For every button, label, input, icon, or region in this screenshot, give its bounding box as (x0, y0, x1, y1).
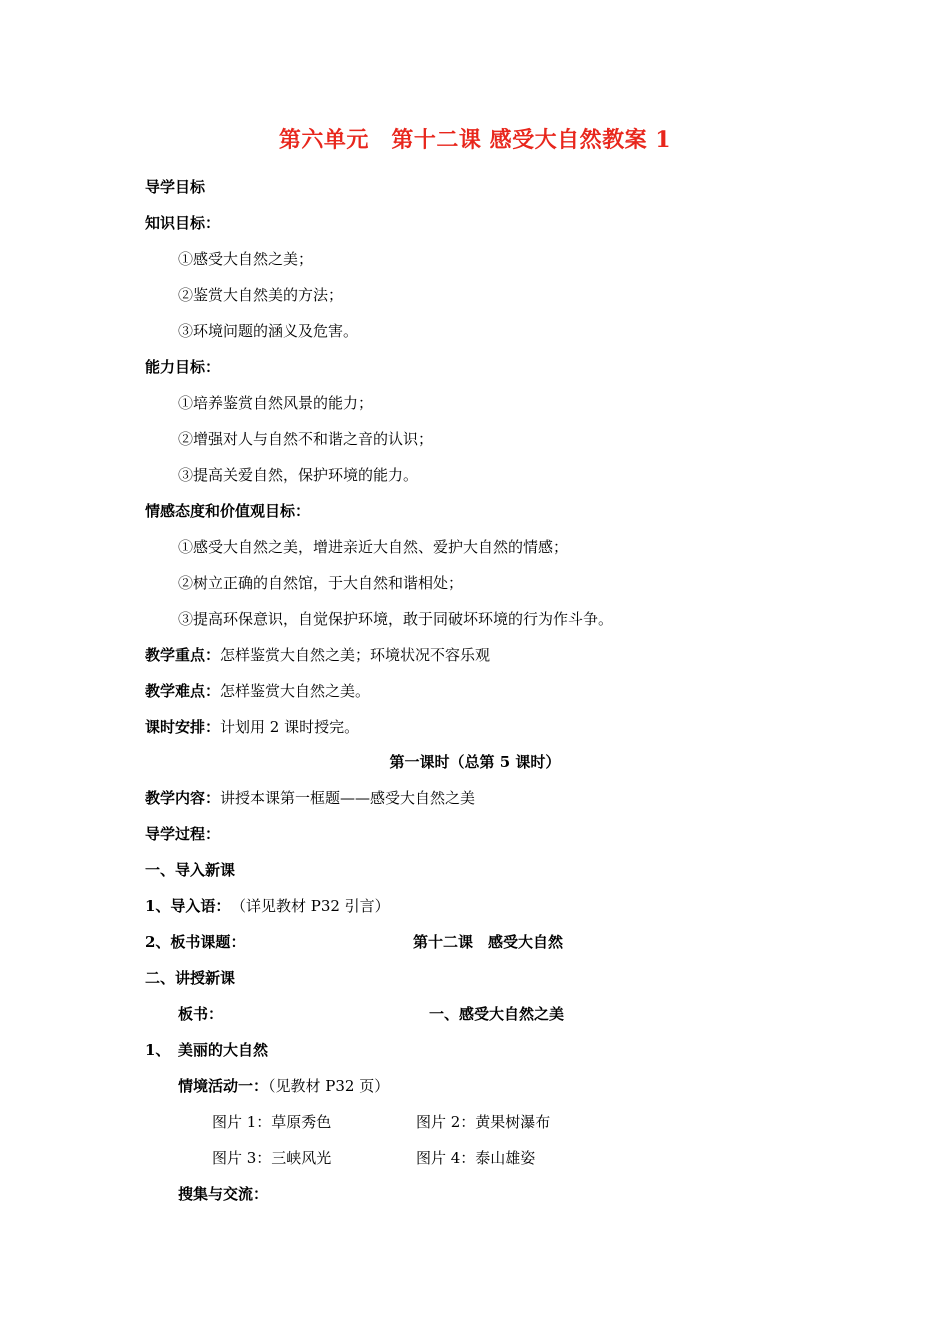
key-points-text: 怎样鉴赏大自然之美；环境状况不容乐观 (220, 646, 491, 664)
emotion-goals-heading: 情感态度和价值观目标： (145, 502, 311, 520)
board2-text: 一、感受大自然之美 (429, 1005, 565, 1023)
process-heading: 导学过程： (145, 825, 221, 843)
part1-heading: 一、导入新课 (145, 861, 236, 879)
picture-item: 图片 1：草原秀色 (212, 1113, 332, 1131)
picture-item: 图片 4：泰山雄姿 (416, 1149, 536, 1167)
difficulty-text: 怎样鉴赏大自然之美。 (220, 682, 371, 700)
schedule-label: 课时安排： (145, 718, 221, 736)
ability-goals-heading: 能力目标： (145, 358, 221, 376)
content-text: 讲授本课第一框题——感受大自然之美 (220, 789, 476, 807)
part2-heading: 二、讲授新课 (145, 969, 236, 987)
intro-text: （详见教材 P32 引言） (238, 897, 390, 915)
activity-label: 情境活动一： (178, 1077, 269, 1095)
collect-heading: 搜集与交流： (178, 1185, 269, 1203)
picture-item: 图片 2：黄果树瀑布 (416, 1113, 551, 1131)
activity-text: （见教材 P32 页） (268, 1077, 390, 1095)
knowledge-item: ③环境问题的涵义及危害。 (178, 322, 359, 340)
emotion-item: ①感受大自然之美，增进亲近大自然、爱护大自然的情感； (178, 538, 569, 556)
ability-item: ③提高关爱自然，保护环境的能力。 (178, 466, 419, 484)
emotion-item: ②树立正确的自然馆，于大自然和谐相处； (178, 574, 464, 592)
intro-label: 1、导入语： (145, 897, 231, 915)
board-text: 第十二课 感受大自然 (413, 933, 564, 951)
content-label: 教学内容： (145, 789, 221, 807)
difficulty-label: 教学难点： (145, 682, 221, 700)
picture-item: 图片 3：三峡风光 (212, 1149, 332, 1167)
key-points-row (145, 645, 490, 665)
knowledge-goals-heading: 知识目标： (145, 214, 221, 232)
item1-heading: 1、 美丽的大自然 (145, 1041, 268, 1059)
schedule-text: 计划用 2 课时授完。 (220, 718, 360, 736)
emotion-item: ③提高环保意识，自觉保护环境，敢于同破坏环境的行为作斗争。 (178, 610, 614, 628)
key-points-label: 教学重点： (145, 646, 221, 664)
knowledge-item: ①感受大自然之美； (178, 250, 314, 268)
document-title: 第六单元 第十二课 感受大自然教案 1 (278, 127, 672, 153)
guide-goals-heading: 导学目标 (145, 178, 206, 196)
activity-row (178, 1076, 389, 1096)
schedule-row (145, 717, 359, 737)
difficulty-row (145, 681, 370, 701)
ability-item: ②增强对人与自然不和谐之音的认识； (178, 430, 434, 448)
board-label: 2、板书课题： (145, 933, 246, 951)
intro-row (145, 896, 390, 916)
board2-label: 板书： (178, 1005, 224, 1023)
knowledge-item: ②鉴赏大自然美的方法； (178, 286, 344, 304)
lesson-heading: 第一课时（总第 5 课时） (389, 753, 561, 771)
content-row (145, 788, 475, 808)
ability-item: ①培养鉴赏自然风景的能力； (178, 394, 374, 412)
